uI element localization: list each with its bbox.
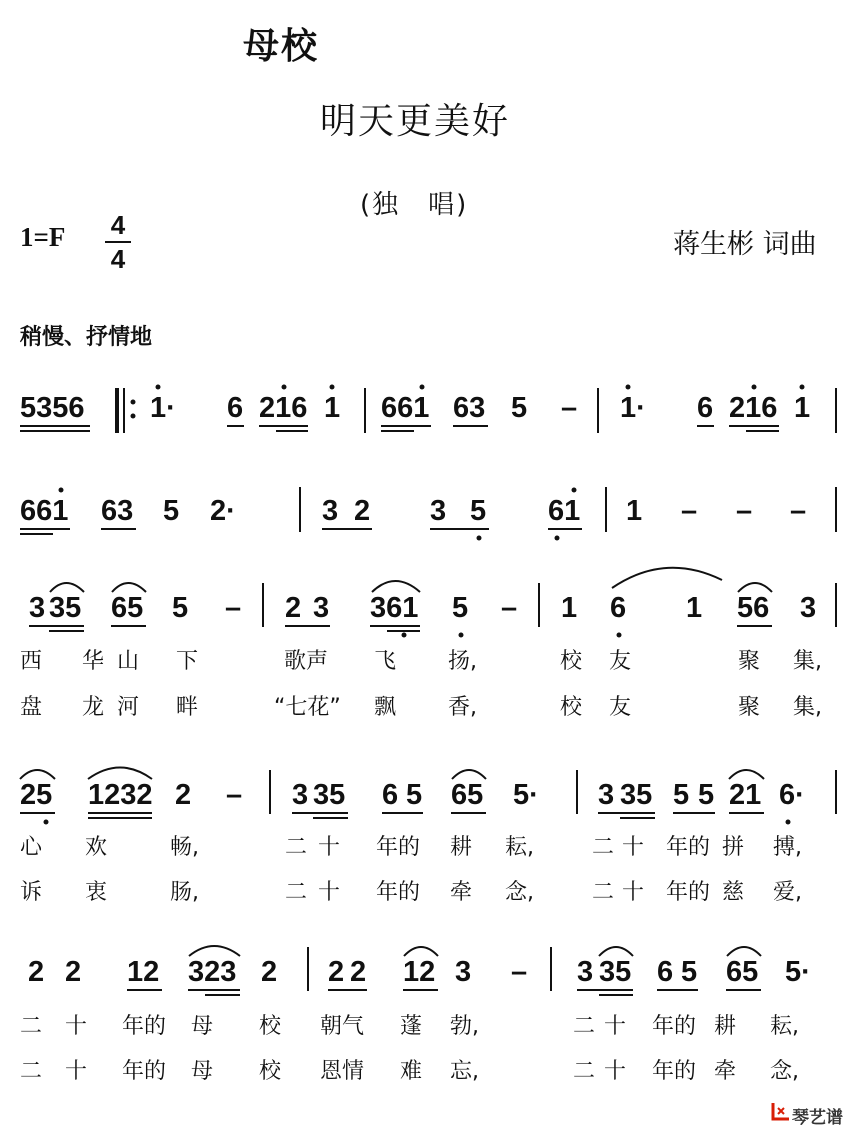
lyric: 二 [285, 880, 308, 905]
lyric: 二 [592, 835, 615, 860]
lyric: 蓬 [400, 1014, 423, 1039]
octave-dot [572, 488, 577, 493]
lyric: 十 [622, 835, 645, 860]
dash: – [681, 495, 698, 527]
octave-dot [626, 385, 631, 390]
slur [727, 947, 761, 956]
note: 63 [101, 495, 134, 527]
note: 61 [548, 495, 581, 527]
note: 2· [210, 495, 236, 527]
lyric: 十 [65, 1014, 88, 1039]
lyric: 母 [191, 1059, 214, 1084]
lyric: 牵 [714, 1059, 737, 1084]
watermark-text: 琴艺谱 [792, 1108, 843, 1128]
note: 5 [172, 592, 189, 624]
qinyipu-logo-icon [770, 1100, 792, 1122]
note: 1· [620, 392, 646, 424]
octave-dot [156, 385, 161, 390]
lyric: 山 [117, 649, 140, 674]
note: 5· [513, 779, 539, 811]
credit: 蒋生彬 词曲 [673, 229, 817, 260]
octave-dot [752, 385, 757, 390]
lyric: 扬, [448, 649, 477, 674]
lyric: 年的 [122, 1059, 167, 1084]
note: 5 [681, 956, 698, 988]
octave-dot [59, 488, 64, 493]
lyric: 十 [318, 880, 341, 905]
dash: – [225, 592, 242, 624]
lyric: “七花” [274, 695, 341, 720]
lyric: 年的 [652, 1014, 697, 1039]
lyric: 年的 [666, 835, 711, 860]
slur [612, 568, 722, 588]
note: 35 [49, 592, 82, 624]
octave-dot [459, 633, 464, 638]
lyric: 十 [622, 880, 645, 905]
lyric: 龙 [82, 695, 105, 720]
lyric: 校 [560, 695, 583, 720]
note: 6 [382, 779, 399, 811]
slur [372, 581, 420, 592]
note: 21 [729, 779, 762, 811]
slur [20, 770, 55, 779]
note: 12 [403, 956, 436, 988]
lyric: 集, [793, 695, 822, 720]
repeat-dot [131, 414, 136, 419]
performance-type: (独 唱) [360, 190, 469, 220]
note: 5 [163, 495, 180, 527]
note: 5 [698, 779, 715, 811]
lyric: 校 [259, 1014, 282, 1039]
lyric: 耘, [770, 1014, 799, 1039]
lyric: 十 [65, 1059, 88, 1084]
lyric: 拼 [722, 835, 745, 860]
note: 2 [65, 956, 82, 988]
note: 5 [470, 495, 487, 527]
lyric: 十 [604, 1014, 627, 1039]
lyric: 搏, [773, 835, 802, 860]
pickup-notes: 5356 [20, 392, 85, 424]
lyric: 盘 [20, 695, 43, 720]
note: 2 [261, 956, 278, 988]
note: 6 [657, 956, 674, 988]
note: 56 [737, 592, 770, 624]
lyric: 肠, [170, 880, 199, 905]
note: 3 [598, 779, 615, 811]
octave-dot [420, 385, 425, 390]
key-signature: 1=F [20, 222, 66, 252]
note: 661 [20, 495, 69, 527]
slur [88, 768, 152, 780]
lyric: 诉 [20, 880, 43, 905]
note: 3 [577, 956, 594, 988]
note: 1 [626, 495, 643, 527]
note: 65 [111, 592, 144, 624]
note: 1 [794, 392, 811, 424]
lyric: 年的 [122, 1014, 167, 1039]
tempo-marking: 稍慢、抒情地 [20, 325, 153, 350]
note: 6 [227, 392, 244, 424]
note: 1 [324, 392, 341, 424]
lyric: 年的 [376, 880, 421, 905]
lyric: 聚 [738, 695, 761, 720]
note: 3 [322, 495, 339, 527]
note: 1 [561, 592, 578, 624]
note: 2 [285, 592, 302, 624]
note: 35 [313, 779, 346, 811]
time-signature-bottom: 4 [110, 244, 126, 274]
octave-dot [477, 536, 482, 541]
lyric: 衷 [85, 880, 108, 905]
note: 5 [406, 779, 423, 811]
note: 3 [292, 779, 309, 811]
note: 216 [729, 392, 778, 424]
slur [189, 946, 240, 956]
lyric: 年的 [376, 835, 421, 860]
song-subtitle: 明天更美好 [320, 101, 511, 142]
lyric: 飞 [374, 649, 397, 674]
song-title: 母校 [243, 25, 320, 67]
note: 25 [20, 779, 53, 811]
note: 3 [29, 592, 46, 624]
note: 2 [28, 956, 45, 988]
lyric: 畅, [170, 835, 199, 860]
lyric: 华 [82, 649, 105, 674]
slur [599, 947, 633, 956]
lyric: 下 [176, 649, 199, 674]
repeat-dot [131, 400, 136, 405]
note: 361 [370, 592, 419, 624]
watermark-logo [770, 1100, 850, 1126]
note: 6 [610, 592, 627, 624]
slur [452, 770, 486, 779]
lyric: 校 [560, 649, 583, 674]
slur [50, 583, 84, 592]
lyric: 西 [20, 649, 43, 674]
lyric: 十 [604, 1059, 627, 1084]
octave-dot [402, 633, 407, 638]
note: 12 [127, 956, 160, 988]
lyric: 心 [20, 835, 43, 860]
slur [404, 947, 438, 956]
lyric: 耕 [450, 835, 473, 860]
note: 2 [328, 956, 345, 988]
lyric: 友 [609, 649, 632, 674]
slur [738, 583, 772, 592]
note: 65 [451, 779, 484, 811]
lyric: 爱, [773, 880, 802, 905]
note: 35 [620, 779, 653, 811]
lyric: 慈 [722, 880, 745, 905]
note: 5 [452, 592, 469, 624]
lyric: 年的 [652, 1059, 697, 1084]
note: 63 [453, 392, 486, 424]
note: 3 [800, 592, 817, 624]
note: 2 [350, 956, 367, 988]
octave-dot [44, 820, 49, 825]
lyric: 歌声 [284, 649, 329, 674]
note: 661 [381, 392, 430, 424]
note: 35 [599, 956, 632, 988]
lyric: 恩情 [320, 1059, 365, 1084]
lyric: 勃, [450, 1014, 479, 1039]
lyric: 二 [20, 1014, 43, 1039]
note: 3 [313, 592, 330, 624]
lyric: 难 [400, 1059, 423, 1084]
lyric: 飘 [374, 695, 397, 720]
dash: – [736, 495, 753, 527]
lyric: 十 [318, 835, 341, 860]
time-signature-top: 4 [110, 210, 126, 240]
dash: – [226, 779, 243, 811]
note: 2 [354, 495, 371, 527]
note: 5 [511, 392, 528, 424]
note: 6· [779, 779, 805, 811]
dash: – [511, 956, 528, 988]
slur [729, 770, 764, 779]
note: 2 [175, 779, 192, 811]
note: 3 [430, 495, 447, 527]
lyric: 忘, [450, 1059, 479, 1084]
lyric: 二 [592, 880, 615, 905]
octave-dot [800, 385, 805, 390]
lyric: 友 [609, 695, 632, 720]
note: 1· [150, 392, 176, 424]
note: 3 [455, 956, 472, 988]
note: 5 [673, 779, 690, 811]
octave-dot [555, 536, 560, 541]
octave-dot [282, 385, 287, 390]
lyric: 集, [793, 649, 822, 674]
note: 1 [686, 592, 703, 624]
note: 323 [188, 956, 237, 988]
lyric: 二 [573, 1014, 596, 1039]
lyric: 朝气 [320, 1014, 365, 1039]
note: 5· [785, 956, 811, 988]
lyric: 聚 [738, 649, 761, 674]
dash: – [501, 592, 518, 624]
octave-dot [617, 633, 622, 638]
lyric: 畔 [176, 695, 199, 720]
lyric: 二 [573, 1059, 596, 1084]
slur [112, 583, 146, 592]
lyric: 耕 [714, 1014, 737, 1039]
lyric: 念, [505, 880, 534, 905]
octave-dot [330, 385, 335, 390]
note: 65 [726, 956, 759, 988]
octave-dot [786, 820, 791, 825]
lyric: 年的 [666, 880, 711, 905]
lyric: 校 [259, 1059, 282, 1084]
dash: – [790, 495, 807, 527]
dash: – [561, 392, 578, 424]
note: 216 [259, 392, 308, 424]
lyric: 河 [117, 695, 140, 720]
note: 6 [697, 392, 714, 424]
lyric: 欢 [85, 835, 108, 860]
lyric: 耘, [505, 835, 534, 860]
lyric: 念, [770, 1059, 799, 1084]
lyric: 二 [285, 835, 308, 860]
lyric: 牵 [450, 880, 473, 905]
lyric: 二 [20, 1059, 43, 1084]
lyric: 母 [191, 1014, 214, 1039]
note: 1232 [88, 779, 153, 811]
lyric: 香, [448, 695, 477, 720]
